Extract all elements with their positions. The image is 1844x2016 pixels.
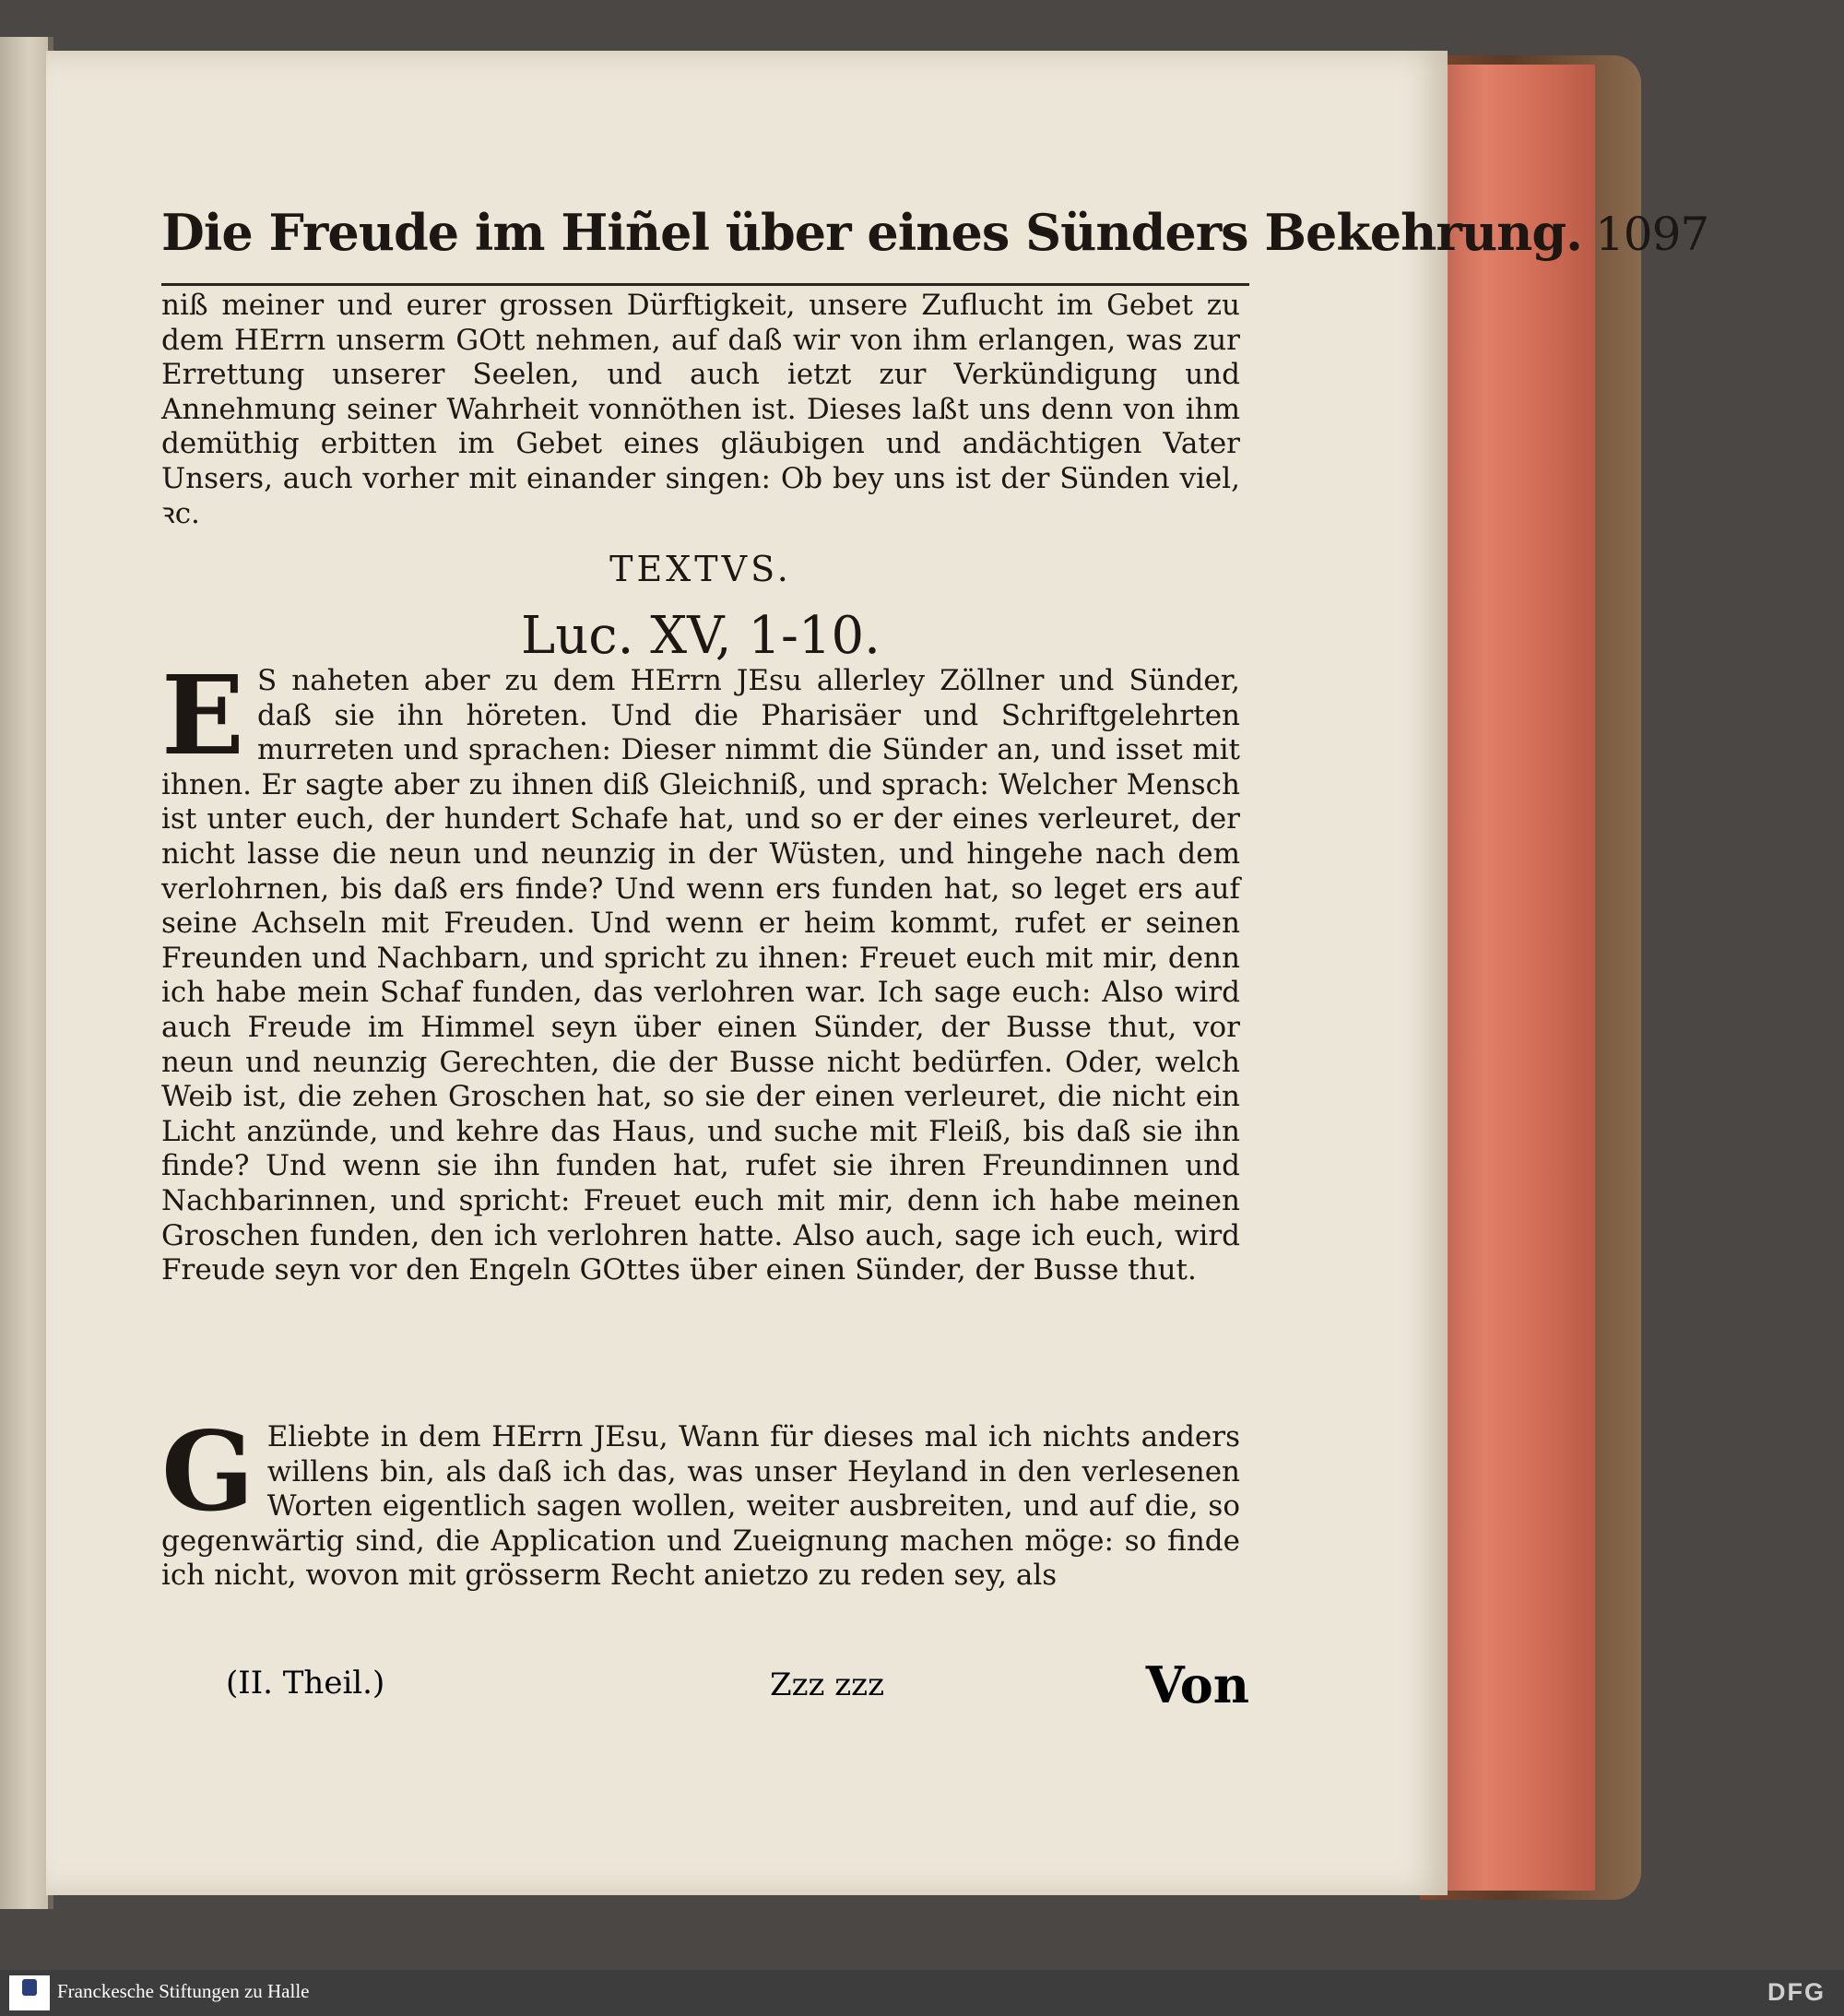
header-title: Die Freude im Hiñel über eines Sünders Bekehrung. bbox=[161, 203, 1582, 262]
viewer-bar bbox=[0, 1970, 1844, 2016]
scripture-text: S naheten aber zu dem HErrn JEsu allerley Zöllner und Sünder, daß sie ihn höreten. Und die Pharisäer und Schriftgelehrten murreten und sprachen: Dieser nimmt die Sünder an, und isset mit ihnen. Er sagte aber zu ihnen diß Gleichniß, und sprach: Welcher Mensch ist unter euch, der hundert Schafe hat, und so er der eines verleuret, der nicht lasse die neun und neunzig in der Wüsten, und hingehe nach dem verlohrnen, bis daß ers finde? Und wenn ers funden hat, so leget ers auf seine Achseln mit Freuden. Und wenn er heim kommt, rufet er seinen Freunden und Nachbarn, und spricht zu ihnen: Freuet euch mit mir, denn ich habe mein Schaf funden, das verlohren war. Ich sage euch: Also wird auch Freude im Himmel seyn über einen Sünder, der Busse thut, vor neun und neunzig Gerechten, die der Busse nicht bedürfen. Oder, welch Weib ist, die zehen Groschen hat, so sie der einen verleuret, die nicht ein Licht anzünde, und kehre das Haus, und suche mit Fleiß, bis daß sie ihn finde? Und wenn sie ihn funden hat, rufet sie ihren Freundinnen und Nachbarinnen, und spricht: Freuet euch mit mir, denn ich habe meinen Groschen funden, den ich verlohren hatte. Also auch, sage ich euch, wird Freude seyn vor den Engeln GOttes über einen Sünder, der Busse thut. bbox=[161, 664, 1240, 1287]
textus-heading: TEXTVS. bbox=[609, 549, 792, 589]
book-page bbox=[46, 51, 1709, 1895]
running-header bbox=[161, 203, 1709, 262]
intro-paragraph: niß meiner und eurer grossen Dürftigkeit, unsere Zuflucht im Gebet zu dem HErrn unserm GOtt nehmen, auf daß wir von ihm erlangen, was zur Errettung unserer Seelen, und auch ietzt zur Verkündigung und Annehmung seiner Wahrheit vonnöthen ist. Dieses laßt uns denn von ihm demüthig erbitten im Gebet eines gläubigen und andächtigen Vater Unsers, auch vorher mit einander singen: Ob bey uns ist der Sünden viel, ꝛc. bbox=[161, 289, 1240, 530]
institution-logo-icon[interactable] bbox=[9, 1975, 50, 2010]
sermon-text: Eliebte in dem HErrn JEsu, Wann für dieses mal ich nichts anders willens bin, als daß ich das, was unser Heyland in den verlesenen Worten eigentlich sagen wollen, weiter ausbreiten, und auf die, so gegenwärtig sind, die Application und Zueignung machen möge: so finde ich nicht, wovon mit grösserm Recht anietzo zu reden sey, als bbox=[161, 1420, 1240, 1593]
footer-part: (II. Theil.) bbox=[226, 1665, 385, 1702]
left-page-edge bbox=[0, 37, 48, 1909]
dfg-logo[interactable]: DFG bbox=[1767, 1978, 1826, 2006]
red-page-edges bbox=[1448, 65, 1595, 1891]
drop-cap-g: G bbox=[161, 1407, 254, 1536]
page-footer bbox=[161, 1655, 1249, 1720]
institution-name[interactable]: Franckesche Stiftungen zu Halle bbox=[57, 1980, 310, 2002]
footer-signature: Zzz zzz bbox=[770, 1666, 884, 1703]
footer-catchword: Von bbox=[1145, 1655, 1249, 1714]
header-rule bbox=[161, 283, 1249, 286]
scripture-paragraph bbox=[161, 651, 1240, 1288]
scripture-reference: Luc. XV, 1-10. bbox=[521, 606, 881, 666]
page-number: 1097 bbox=[1594, 208, 1709, 261]
sermon-paragraph bbox=[161, 1407, 1240, 1594]
drop-cap-e: E bbox=[161, 651, 244, 779]
